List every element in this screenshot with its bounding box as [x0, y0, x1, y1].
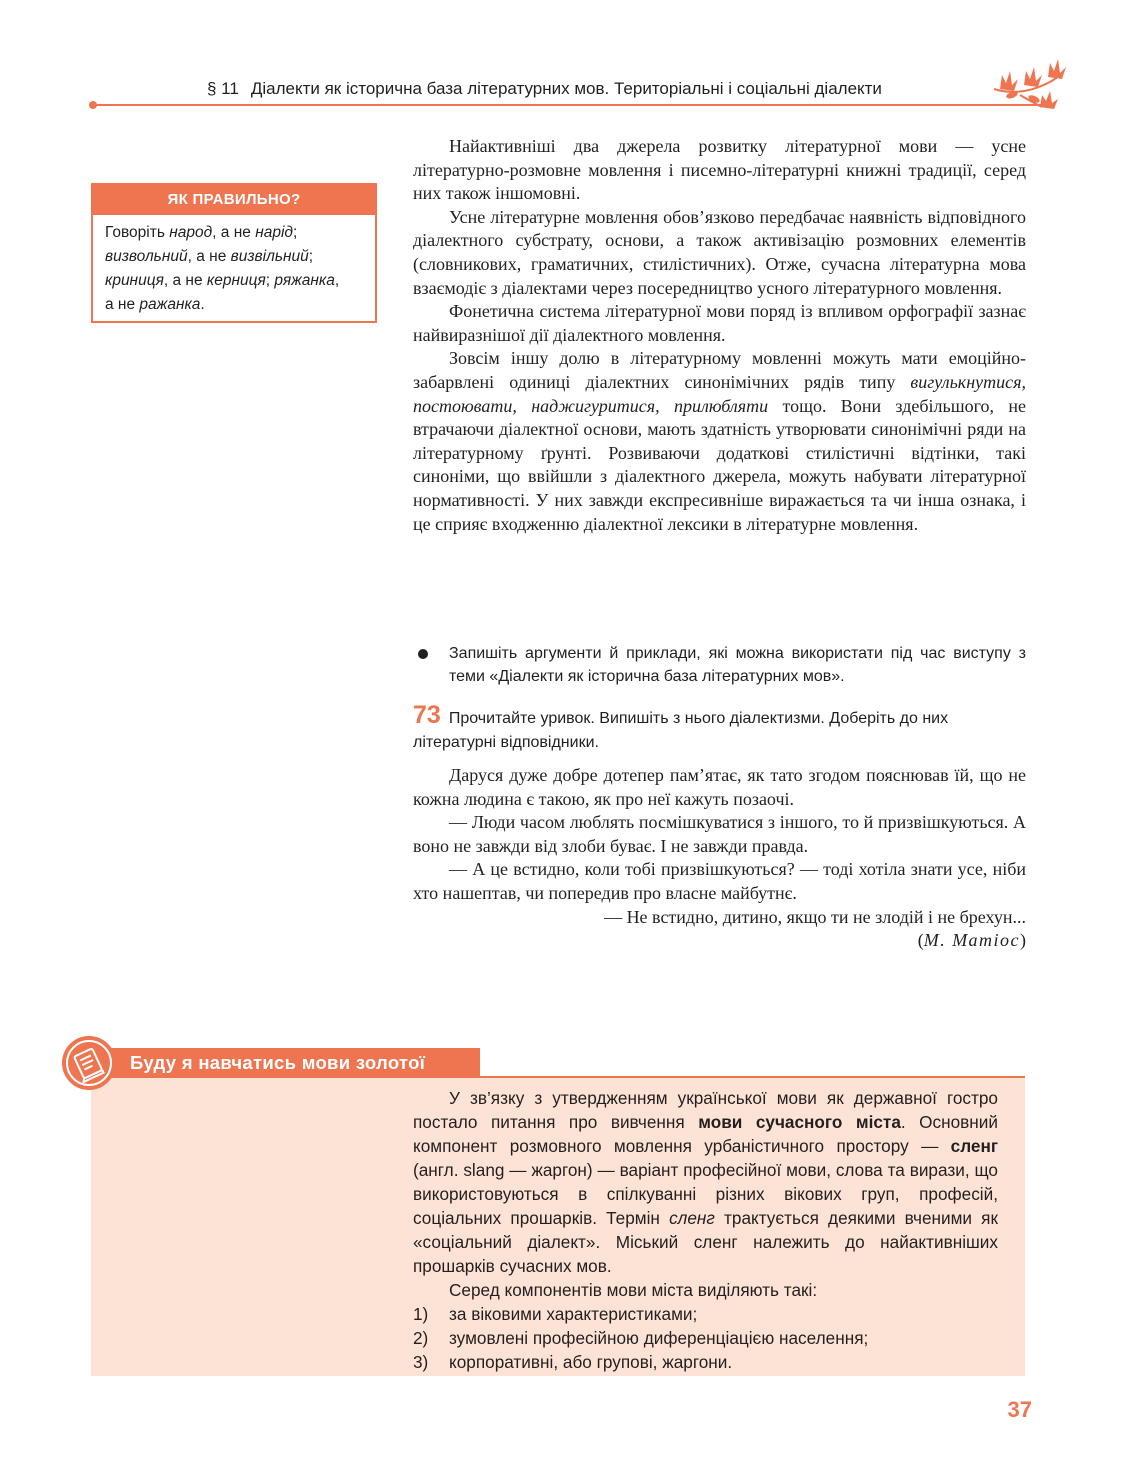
- paragraph-4: [413, 347, 1026, 536]
- list-item-number: 2): [413, 1328, 429, 1348]
- quote-paragraph-2: — Люди часом люблять посмішкуватися з іншого, то й призвішкуються. А воно не завжди від злоби буває. І не завжди правда.: [413, 812, 1026, 856]
- flower-branch-icon: [990, 55, 1070, 115]
- term-city-language: мови сучасного міста: [698, 1112, 901, 1132]
- banner-p1-part-a: У зв’язку з утвердженням української мови як державної гостро постало питання про вивчення: [413, 1088, 998, 1132]
- exercise-quote: [413, 764, 1026, 953]
- tip-text-run: ;: [265, 272, 275, 289]
- banner-p1-part-d: трактується деякими вченими як «соціальний діалект». Міський сленг належить до найактивніших прошарків сучасних мов.: [413, 1208, 998, 1276]
- tip-text-run: .: [200, 296, 205, 313]
- author-close-paren: ): [1020, 930, 1026, 951]
- list-item: [413, 1350, 998, 1374]
- paragraph-1: Найактивніші два джерела розвитку літературної мови — усне літературно-розмовне мовлення і писемно-літературні книжні традиції, серед них також іншомовні.: [413, 136, 1026, 204]
- dialect-examples: вигулькнутися, постоювати, наджигуритися, прилюбляти: [413, 371, 1026, 416]
- tip-text-run: ;: [292, 224, 298, 241]
- tip-word-italic: криниця: [105, 272, 164, 289]
- book-icon: [60, 1034, 118, 1092]
- tip-line: [105, 221, 365, 245]
- tip-word-italic: ражанка: [139, 296, 201, 313]
- quote-paragraph-4: — Не встидно, дитино, якщо ти не злодій і не брехун...: [604, 906, 1026, 927]
- tip-word-italic: ряжанка: [274, 272, 335, 289]
- tip-text-run: , а не: [163, 272, 207, 289]
- task-bullet: [413, 642, 1026, 688]
- tip-text-run: Говоріть: [105, 224, 170, 241]
- task-text: Запишіть аргументи й приклади, які можна використати під час виступу з теми «Діалекти як історична база літературних мов».: [449, 645, 1026, 685]
- banner-list: [413, 1302, 998, 1374]
- exercise-number: 73: [413, 701, 441, 729]
- exercise-instruction-text: Прочитайте уривок. Випишіть з нього діалектизми. Доберіть до них літературні відповідники.: [413, 710, 949, 751]
- tip-box-title: ЯК ПРАВИЛЬНО?: [93, 185, 375, 215]
- exercise-instruction: [413, 703, 1026, 755]
- paragraph-4-end: тощо. Вони здебільшого, не втрачаючи діалектної основи, мають здатність утворювати синонімічні ряди на літературному ґрунті. Розвиваючи додаткові стилістичні відтінки, такі синоніми, що ввійшли з діалектного джерела, можуть набувати літературної нормативності. У них завжди експресивніше виражається та чи інша ознака, і це сприяє входженню діалектної лексики в літературне мовлення.: [413, 395, 1026, 534]
- header-rule-dot: [89, 101, 97, 109]
- list-item: [413, 1326, 998, 1350]
- list-item-text: за віковими характеристиками;: [449, 1304, 698, 1324]
- author-name: М. Матіос: [923, 930, 1020, 951]
- list-item-text: корпоративні, або групові, жаргони.: [449, 1352, 733, 1372]
- quote-paragraph-1: Даруся дуже добре дотепер пам’ятає, як тато згодом пояснював їй, що не кожна людина є такою, як про неї кажуть позаочі.: [413, 765, 1026, 809]
- paragraph-2: Усне літературне мовлення обов’язково передбачає наявність відповідного діалектного субстрату, основи, а також активізацію розмовних елементів (словникових, граматичних, стилістичних). Отже, сучасна літературна мова взаємодіє з діалектами через посередництво усного літературного мовлення.: [413, 206, 1026, 298]
- quote-author: [413, 929, 1026, 953]
- banner-paragraph-2: Серед компонентів мови міста виділяють такі:: [449, 1280, 818, 1300]
- banner-text: [413, 1086, 998, 1374]
- tip-word-italic: нарід: [255, 224, 293, 241]
- tip-word-italic: визвольний: [105, 248, 188, 265]
- main-text: [413, 135, 1026, 536]
- banner-title: Буду я навчатись мови золотої: [106, 1048, 480, 1078]
- banner-p1-part-b: . Основний компонент розмовного мовлення урбаністичного простору —: [413, 1112, 998, 1156]
- list-item-number: 3): [413, 1352, 429, 1372]
- quote-paragraph-3: — А це встидно, коли тобі призвішкуються? — тоді хотіла знати усе, ніби хто нашептав, чи попередив про власне майбутнє.: [413, 859, 1026, 903]
- tip-box-text: [93, 215, 375, 317]
- paragraph-3: Фонетична система літературної мови поряд із впливом орфографії зазнає найвиразнішої дії діалектного мовлення.: [413, 301, 1026, 345]
- banner-paragraph-1: [413, 1086, 998, 1278]
- tip-text-run: ,: [334, 272, 340, 289]
- tip-word-italic: керниця: [206, 272, 266, 289]
- term-slang: сленг: [950, 1136, 998, 1156]
- tip-text-run: а не: [105, 296, 140, 313]
- list-item-text: зумовлені професійною диференціацією населення;: [449, 1328, 869, 1348]
- exercise-73: [413, 703, 1026, 953]
- banner-p1-part-c: (англ. slang — жаргон) — варіант професійної мови, слова та вирази, що використовуються в спілкуванні різних вікових груп, професій, соціальних прошарків. Термін: [413, 1160, 998, 1228]
- header-title-text: Діалекти як історична база літературних мов. Територіальні і соціальні діалекти: [250, 79, 882, 98]
- page-number: 37: [1007, 1397, 1032, 1422]
- tip-box: [91, 183, 377, 323]
- list-item-number: 1): [413, 1304, 429, 1324]
- tip-text-run: , а не: [187, 248, 231, 265]
- tip-word-italic: народ: [169, 224, 213, 241]
- list-item: [413, 1302, 998, 1326]
- running-header: [207, 78, 987, 100]
- header-rule: [92, 104, 1042, 106]
- tip-text-run: , а не: [212, 224, 256, 241]
- bullet-dot-icon: [418, 649, 428, 659]
- tip-line: [105, 245, 365, 269]
- author-open-paren: (: [917, 930, 924, 951]
- tip-line: [105, 293, 365, 317]
- tip-line: [105, 269, 365, 293]
- tip-word-italic: визвільний: [230, 248, 309, 265]
- term-slang-italic: сленг: [669, 1208, 715, 1228]
- section-number: § 11: [207, 79, 239, 98]
- paragraph-4-start: Зовсім іншу долю в літературному мовленні можуть мати емоційно-забарвлені одиниці діалектних синонімічних рядів типу: [413, 348, 1026, 392]
- tip-text-run: ;: [308, 248, 314, 265]
